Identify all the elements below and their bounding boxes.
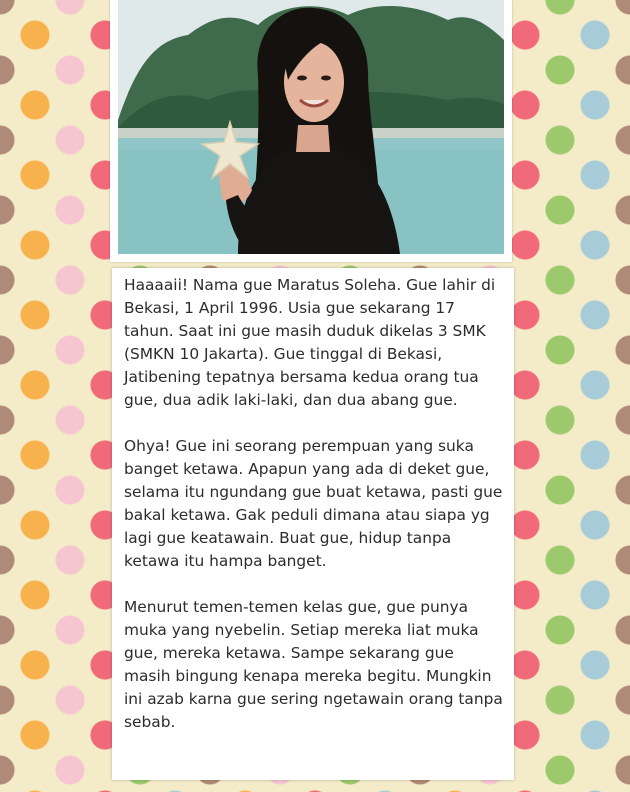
bio-card (112, 268, 514, 780)
left-eye (297, 76, 307, 81)
portrait-photo (118, 0, 504, 254)
portrait-illustration (118, 0, 504, 254)
right-eye (321, 76, 331, 81)
bio-paragraph-3: Menurut temen-temen kelas gue, gue punya muka yang nyebelin. Setiap mereka liat muka gue, mereka ketawa. Sampe sekarang gue masih bingung kenapa mereka begitu. Mungkin ini azab karna gue sering ngetawain orang tanpa sebab. (124, 598, 503, 731)
photo-frame (110, 0, 512, 262)
bio-paragraph-2: Ohya! Gue ini seorang perempuan yang suka banget ketawa. Apapun yang ada di deket gue, selama itu ngundang gue buat ketawa, pasti gue bakal ketawa. Gak peduli dimana atau siapa yg lagi gue keatawain. Buat gue, hidup tanpa ketawa itu hampa banget. (124, 437, 503, 570)
neck (296, 125, 330, 152)
bio-paragraph-1: Haaaaii! Nama gue Maratus Soleha. Gue lahir di Bekasi, 1 April 1996. Usia gue sekarang 17 tahun. Saat ini gue masih duduk dikelas 3 SMK (SMKN 10 Jakarta). Gue tinggal di Bekasi, Jatibening tepatnya bersama kedua orang tua gue, dua adik laki-laki, dan dua abang gue. (124, 276, 496, 409)
